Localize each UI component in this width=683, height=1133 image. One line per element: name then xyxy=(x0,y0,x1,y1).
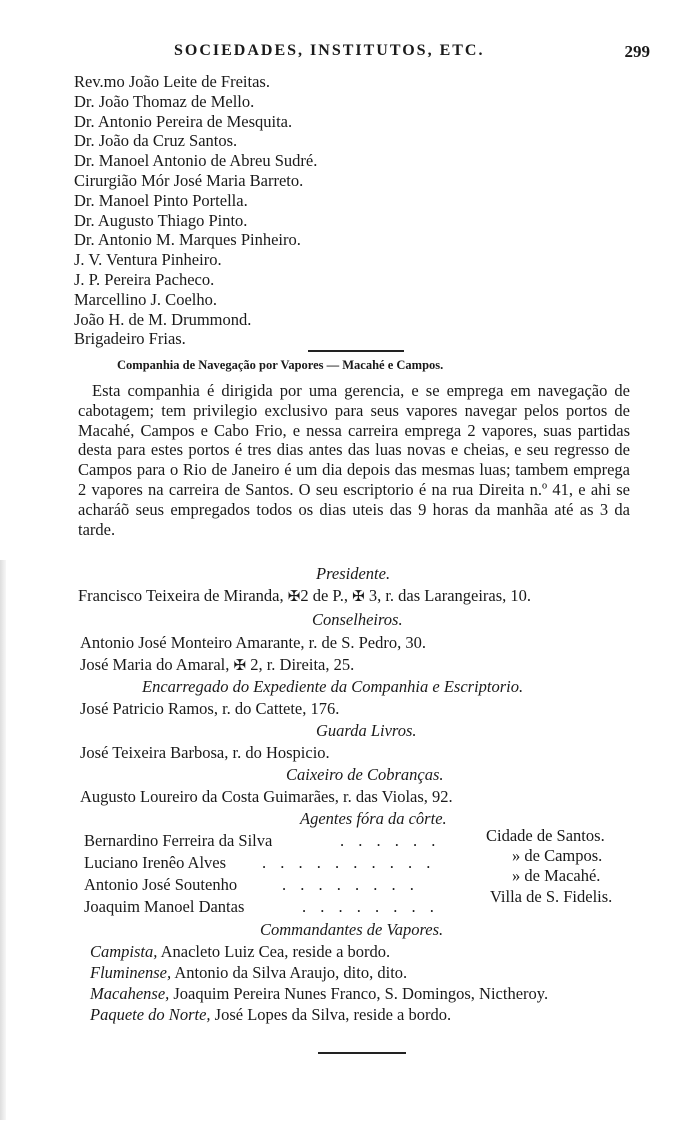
agente-place: » de Macahé. xyxy=(512,866,601,885)
list-item: Dr. Manoel Pinto Portella. xyxy=(74,190,248,210)
cross-icon: ✠ xyxy=(233,658,247,674)
commandante-text: Antonio da Silva Araujo, dito, dito. xyxy=(174,963,408,982)
list-item: Dr. Manoel Antonio de Abreu Sudré. xyxy=(74,151,318,171)
heading-commandantes: Commandantes de Vapores. xyxy=(260,920,444,939)
agente-place: Cidade de Santos. xyxy=(486,826,605,845)
list-item: Dr. Augusto Thiago Pinto. xyxy=(74,210,248,230)
heading-presidente: Presidente. xyxy=(316,564,391,583)
heading-encarregado: Encarregado do Expediente da Companhia e Escriptorio. xyxy=(142,677,524,696)
list-item: J. V. Ventura Pinheiro. xyxy=(74,250,222,270)
presidente-name: Francisco Teixeira de Miranda, xyxy=(78,586,284,605)
commandante-text: Anacleto Luiz Cea, reside a bordo. xyxy=(160,942,391,961)
member-list xyxy=(74,72,317,349)
conselheiro-name: José Maria do Amaral, xyxy=(80,655,230,674)
leader-dots: . . . . . . . . . . xyxy=(262,853,436,872)
page-number: 299 xyxy=(624,42,650,61)
ship-name: Fluminense, xyxy=(90,963,172,982)
ship-name: Campista, xyxy=(90,942,158,961)
heading-agentes: Agentes fóra da côrte. xyxy=(300,809,447,828)
list-item: Dr. João da Cruz Santos. xyxy=(74,131,238,151)
leader-dots: . . . . . . xyxy=(340,831,441,850)
conselheiro-line: Antonio José Monteiro Amarante, r. de S. Pedro, 30. xyxy=(80,633,427,652)
running-header xyxy=(74,42,654,68)
presidente-line xyxy=(78,586,531,606)
cross-icon: ✠ xyxy=(352,589,365,605)
running-title: SOCIEDADES, INSTITUTOS, ETC. xyxy=(174,42,485,59)
leader-dots: . . . . . . . . xyxy=(282,875,419,894)
list-item: Brigadeiro Frias. xyxy=(74,329,186,349)
leader-dots: . . . . . . . . xyxy=(302,897,439,916)
cross-icon: ✠ xyxy=(287,589,301,605)
section-paragraph: Esta companhia é dirigida por uma gerencia, e se emprega em navegação de cabotagem; tem privilegio exclusivo para seus vapores navegar pelos portos de Macahé, Campos e Cabo Frio, e nessa carreira emprega 2 vapores, suas partidas desta para estes portos é tres dias antes das luas novas e cheias, e seu regresso de Campos para o Rio de Janeiro é um dia depois das mesmas luas; tambem emprega 2 vapores na carreira de Santos. O seu escriptorio é na rua Direita n.º 41, e ahi se acharáõ seus empregados todos os dias uteis das 9 horas da manhãa até as 3 da tarde. xyxy=(78,381,630,539)
presidente-honor-1: 2 de P., xyxy=(300,586,349,605)
list-item: J. P. Pereira Pacheco. xyxy=(74,269,215,289)
end-divider xyxy=(318,1052,406,1054)
agente-place: Villa de S. Fidelis. xyxy=(490,887,613,906)
section-divider xyxy=(308,350,404,352)
commandante-line xyxy=(90,984,548,1004)
list-item: Dr. João Thomaz de Mello. xyxy=(74,91,255,111)
page-edge-shadow xyxy=(0,560,6,1120)
agente-name: Luciano Irenêo Alves xyxy=(84,853,227,872)
caixeiro-line: Augusto Loureiro da Costa Guimarães, r. das Violas, 92. xyxy=(80,787,453,806)
agente-name: Bernardino Ferreira da Silva xyxy=(84,831,273,850)
heading-guarda-livros: Guarda Livros. xyxy=(316,721,417,740)
list-item: Dr. Antonio Pereira de Mesquita. xyxy=(74,111,293,131)
list-item: João H. de M. Drummond. xyxy=(74,309,252,329)
guarda-livros-line: José Teixeira Barbosa, r. do Hospicio. xyxy=(80,743,330,762)
commandante-text: Joaquim Pereira Nunes Franco, S. Domingos, Nictheroy. xyxy=(173,984,549,1003)
heading-caixeiro: Caixeiro de Cobranças. xyxy=(286,765,444,784)
commandante-line xyxy=(90,963,407,983)
list-item: Dr. Antonio M. Marques Pinheiro. xyxy=(74,230,301,250)
section-title: Companhia de Navegação por Vapores — Macahé e Campos. xyxy=(117,358,444,372)
agente-name: Antonio José Soutenho xyxy=(84,875,238,894)
conselheiro-rest: 2, r. Direita, 25. xyxy=(250,655,355,674)
list-item: Cirurgião Mór José Maria Barreto. xyxy=(74,170,304,190)
encarregado-line: José Patricio Ramos, r. do Cattete, 176. xyxy=(80,699,340,718)
ship-name: Paquete do Norte, xyxy=(90,1005,211,1024)
presidente-honor-2: 3, r. das Larangeiras, 10. xyxy=(368,586,532,605)
list-item: Rev.mo João Leite de Freitas. xyxy=(74,72,270,91)
heading-conselheiros: Conselheiros. xyxy=(312,610,403,629)
commandante-line xyxy=(90,1005,451,1025)
agente-place: » de Campos. xyxy=(512,846,603,865)
ship-name: Macahense, xyxy=(90,984,170,1003)
agente-name: Joaquim Manoel Dantas xyxy=(84,897,245,916)
list-item: Marcellino J. Coelho. xyxy=(74,289,217,309)
conselheiro-line xyxy=(80,655,354,675)
commandante-line xyxy=(90,942,390,962)
commandante-text: José Lopes da Silva, reside a bordo. xyxy=(214,1005,452,1024)
